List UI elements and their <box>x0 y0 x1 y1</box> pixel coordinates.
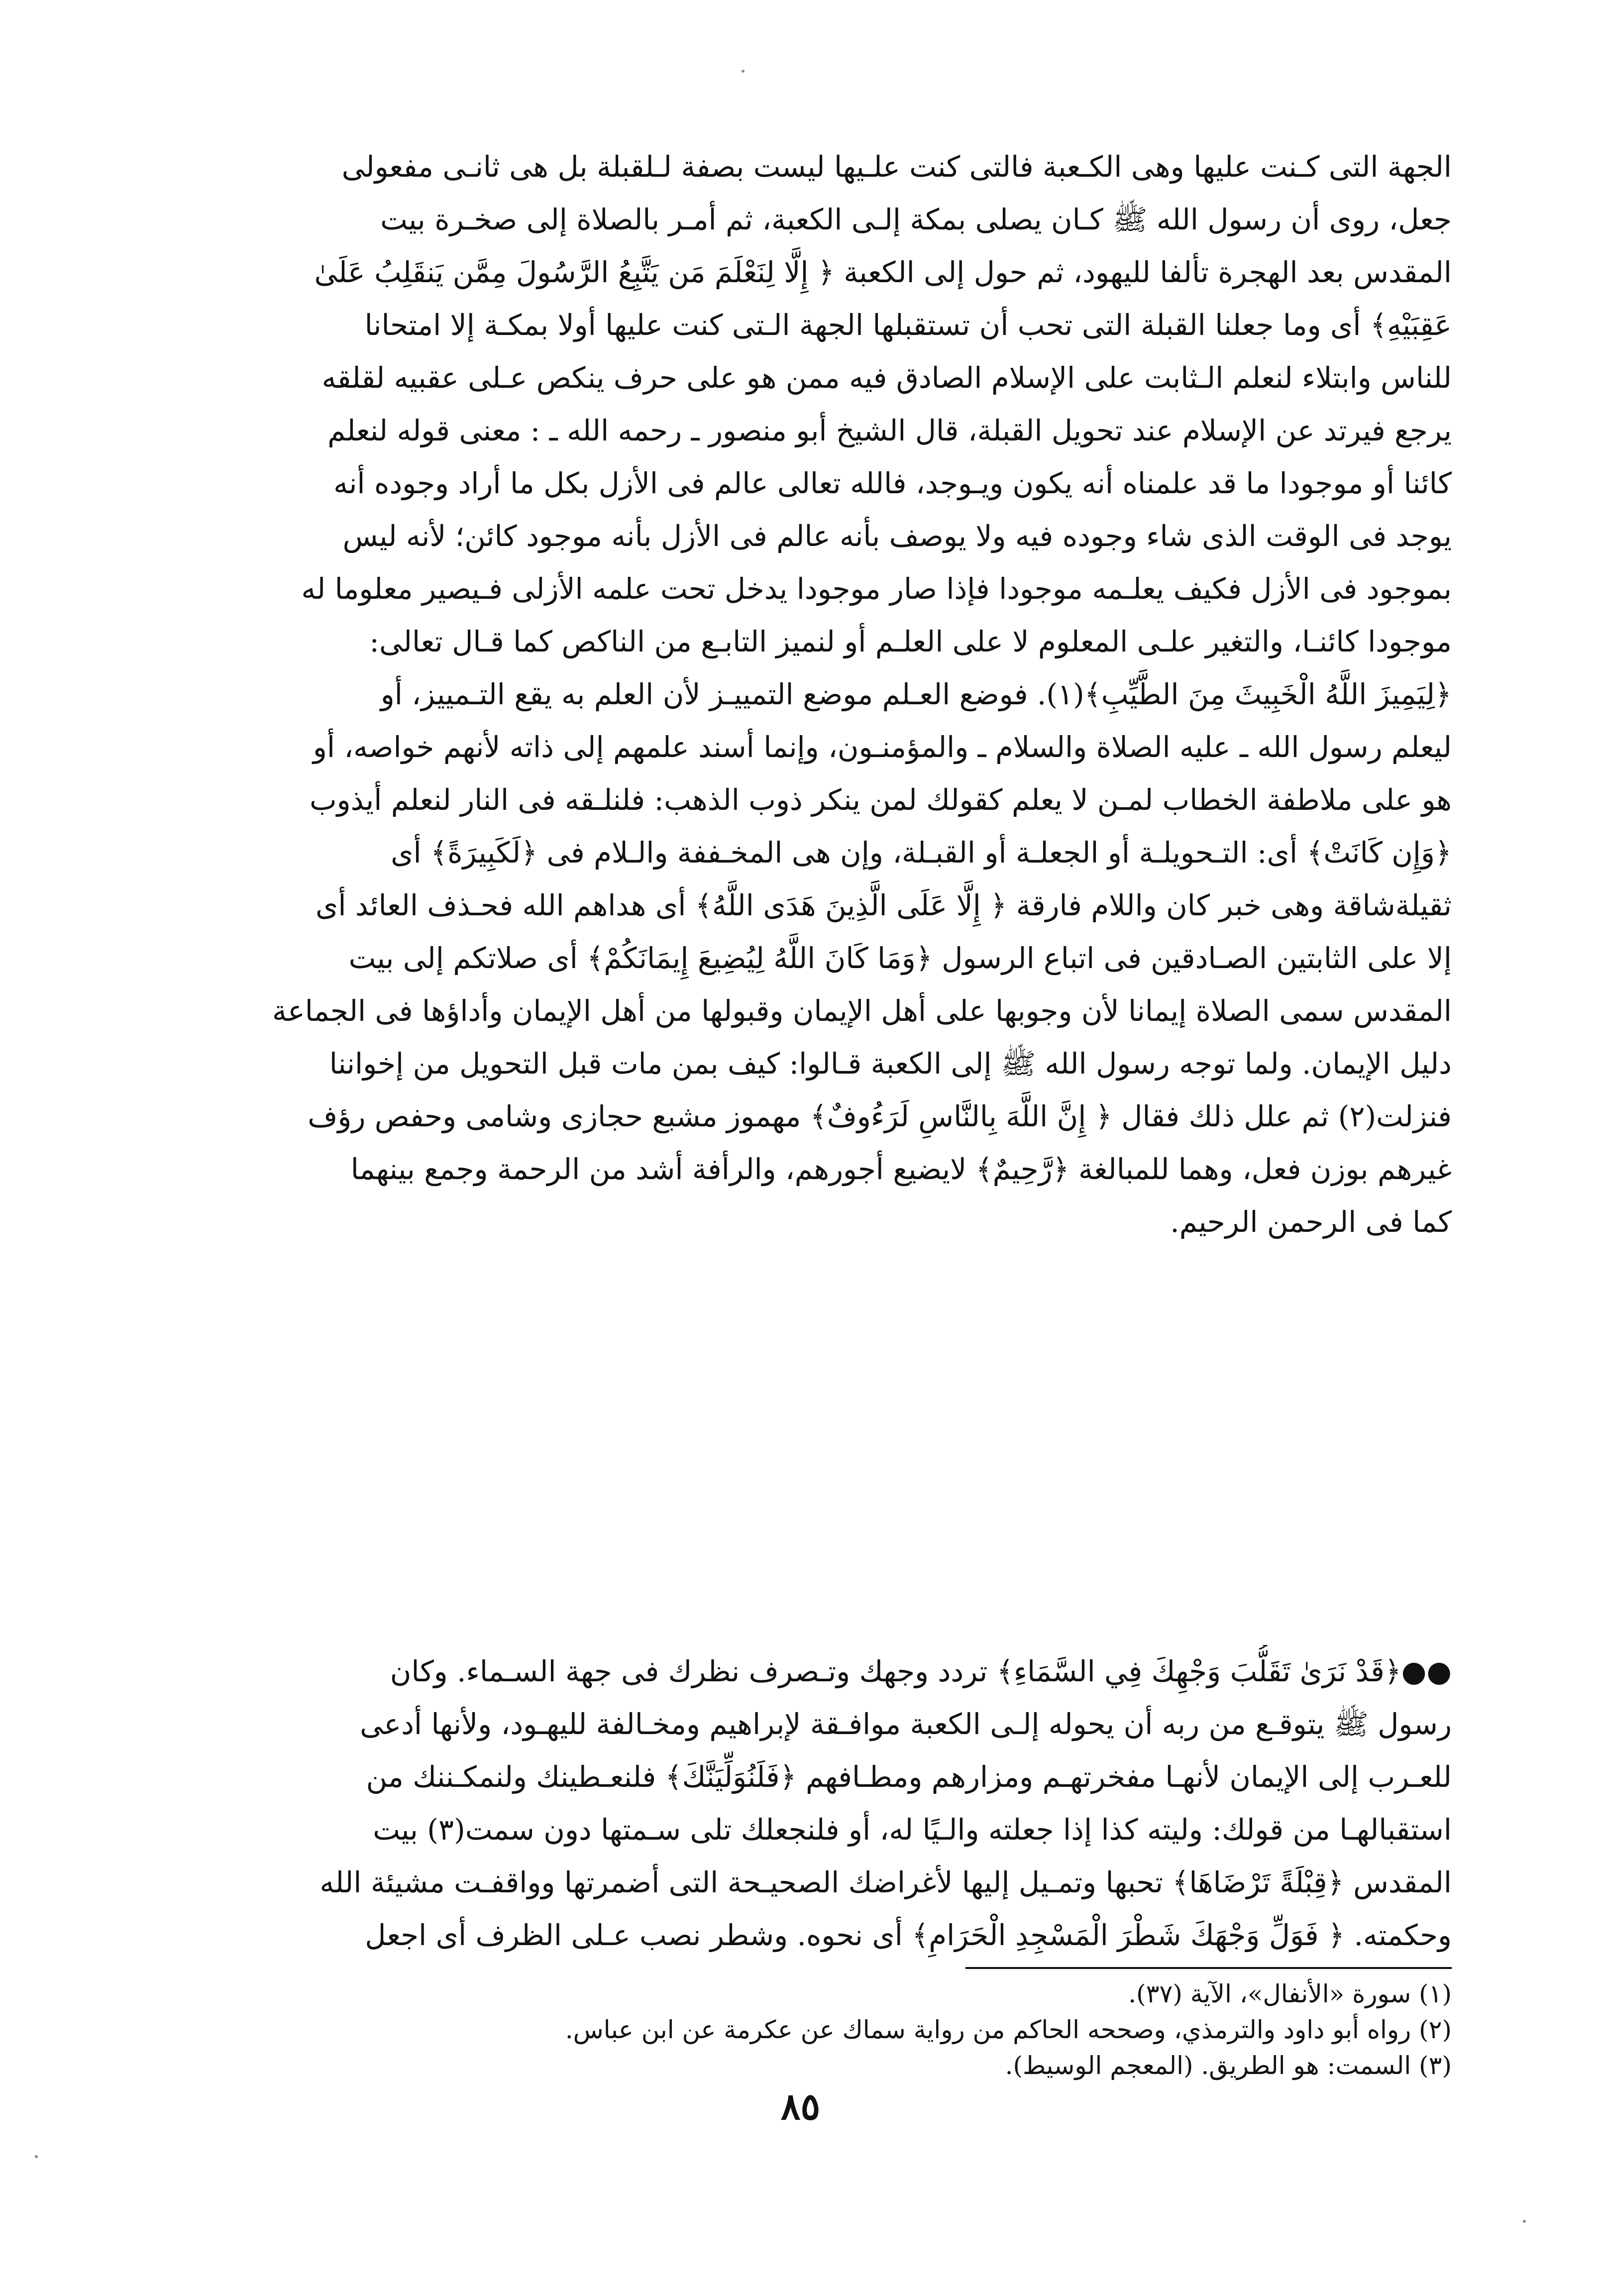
text-line: للناس وابتلاء لنعلم الـثابت على الإسلام الصادق فيه ممن هو على حرف ينكص عـلى عقبيه لقلقه <box>321 361 1452 395</box>
text-line: يوجد فى الوقت الذى شاء وجوده فيه ولا يوصف بأنه عالم فى الأزل بأنه موجود كائن؛ لأنه ليس <box>342 519 1452 553</box>
text-line: وحكمته. ﴿ فَوَلِّ وَجْهَكَ شَطْرَ الْمَسْجِدِ الْحَرَامِ﴾ أى نحوه. وشطر نصب عـلى الظرف أى اجعل <box>365 1918 1452 1952</box>
page-number: ٨٥ <box>780 2085 821 2128</box>
text-line: فنزلت(٢) ثم علل ذلك فقال ﴿ إِنَّ اللَّهَ بِالنَّاسِ لَرَءُوفٌ﴾ مهموز مشبع حجازى وشامى وحفص رؤف <box>308 1099 1452 1133</box>
footnote-divider <box>965 1967 1452 1969</box>
text-line: إلا على الثابتين الصـادقين فى اتباع الرسول ﴿وَمَا كَانَ اللَّهُ لِيُضِيعَ إِيمَانَكُمْ﴾ أى صلاتكم إلى بيت <box>348 941 1452 975</box>
text-line: هو على ملاطفة الخطاب لمـن لا يعلم كقولك لمن ينكر ذوب الذهب: فلنلـقه فى النار لنعلم أيذوب <box>310 783 1452 817</box>
text-line: موجودا كائنـا، والتغير علـى المعلوم لا على العلـم أو لنميز التابـع من الناكص كما قـال تعالى: <box>369 625 1452 658</box>
text-line: رسول ﷺ يتوقـع من ربه أن يحوله إلـى الكعبة موافـقة لإبراهيم ومخـالفة لليهـود، ولأنها أدعى <box>360 1707 1452 1741</box>
scan-speck <box>35 2155 38 2158</box>
text-line: جعل، روى أن رسول الله ﷺ كـان يصلى بمكة إلـى الكعبة، ثم أمـر بالصلاة إلى صخـرة بيت <box>380 203 1452 236</box>
second-paragraph <box>164 1645 1452 1962</box>
text-line: المقدس سمى الصلاة إيمانا لأن وجوبها على أهل الإيمان وقبولها من أهل الإيمان وأداؤها فى الجماعة <box>272 994 1452 1028</box>
main-paragraph <box>164 140 1452 1248</box>
text-line: المقدس ﴿قِبْلَةً تَرْضَاهَا﴾ تحبها وتمـيل إليها لأغراضك الصحيـحة التى أضمرتها وواقفـت مشيئة الله <box>320 1865 1452 1899</box>
text-line: ﴿وَإِن كَانَتْ﴾ أى: التـحويلـة أو الجعلـة أو القبـلة، وإن هى المخـففة والـلام فى ﴿لَكَبِيرَةً﴾ أى <box>391 836 1452 870</box>
footnote-item: (٢) رواه أبو داود والترمذي، وصححه الحاكم من رواية سماك عن عكرمة عن ابن عباس. <box>565 2015 1452 2044</box>
text-line: غيرهم بوزن فعل، وهما للمبالغة ﴿رَّحِيمٌ﴾ لايضيع أجورهم، والرأفة أشد من الرحمة وجمع بينهما <box>350 1152 1452 1186</box>
text-line: كائنا أو موجودا ما قد علمناه أنه يكون ويـوجد، فالله تعالى عالم فى الأزل بكل ما أراد وجوده أنه <box>333 466 1452 500</box>
text-line: يرجع فيرتد عن الإسلام عند تحويل القبلة، قال الشيخ أبو منصور ـ رحمه الله ـ : معنى قوله لنعلم <box>327 414 1452 447</box>
footnotes <box>299 1976 1452 2083</box>
scan-speck <box>742 70 745 73</box>
text-line: استقبالهـا من قولك: وليته كذا إذا جعلته والـيًا له، أو فلنجعلك تلى سـمتها دون سمت(٣) بيت <box>373 1813 1452 1847</box>
text-line: الجهة التى كـنت عليها وهى الكـعبة فالتى كنت علـيها ليست بصفة لـلقبلة بل هى ثانـى مفعولى <box>341 150 1452 184</box>
text-line: ●●﴿قَدْ نَرَىٰ تَقَلُّبَ وَجْهِكَ فِي السَّمَاءِ﴾ تردد وجهك وتـصرف نظرك فى جهة السـماء. وكان <box>390 1654 1452 1688</box>
text-line: كما فى الرحمن الرحيم. <box>1170 1205 1452 1239</box>
text-line: ثقيلةشاقة وهى خبر كان واللام فارقة ﴿ إِلَّا عَلَى الَّذِينَ هَدَى اللَّهُ﴾ أى هداهم الله فحـذف العائد أى <box>315 888 1452 922</box>
text-line: عَقِبَيْهِ﴾ أى وما جعلنا القبلة التى تحب أن تستقبلها الجهة الـتى كنت عليها أولا بمكـة إلا امتحانا <box>364 308 1452 342</box>
footnote-item: (٣) السمت: هو الطريق. (المعجم الوسيط). <box>1005 2051 1452 2080</box>
text-line: ﴿لِيَمِيزَ اللَّهُ الْخَبِيثَ مِنَ الطَّيِّبِ﴾(١). فوضع العـلم موضع التمييـز لأن العلم به يقع التـمييز، أو <box>380 677 1452 711</box>
text-line: دليل الإيمان. ولما توجه رسول الله ﷺ إلى الكعبة قـالوا: كيف بمن مات قبل التحويل من إخواننا <box>329 1047 1452 1081</box>
text-line: للعـرب إلى الإيمان لأنهـا مفخرتهـم ومزارهم ومطـافهم ﴿فَلَنُوَلِّيَنَّكَ﴾ فلنعـطينك ولنمكـننك من <box>366 1760 1452 1794</box>
scan-speck <box>1523 2220 1526 2223</box>
text-line: بموجود فى الأزل فكيف يعلـمه موجودا فإذا صار موجودا يدخل تحت علمه الأزلى فـيصير معلوما له <box>301 572 1452 606</box>
text-line: المقدس بعد الهجرة تألفا لليهود، ثم حول إلى الكعبة ﴿ إِلَّا لِنَعْلَمَ مَن يَتَّبِعُ الرَّسُولَ مِمَّن يَنقَلِبُ عَلَىٰ <box>314 255 1452 289</box>
footnote-item: (١) سورة «الأنفال»، الآية (٣٧). <box>1128 1979 1452 2008</box>
text-line: ليعلم رسول الله ـ عليه الصلاة والسلام ـ والمؤمنـون، وإنما أسند علمهم إلى ذاته لأنهم خواصه، أو <box>313 730 1452 764</box>
